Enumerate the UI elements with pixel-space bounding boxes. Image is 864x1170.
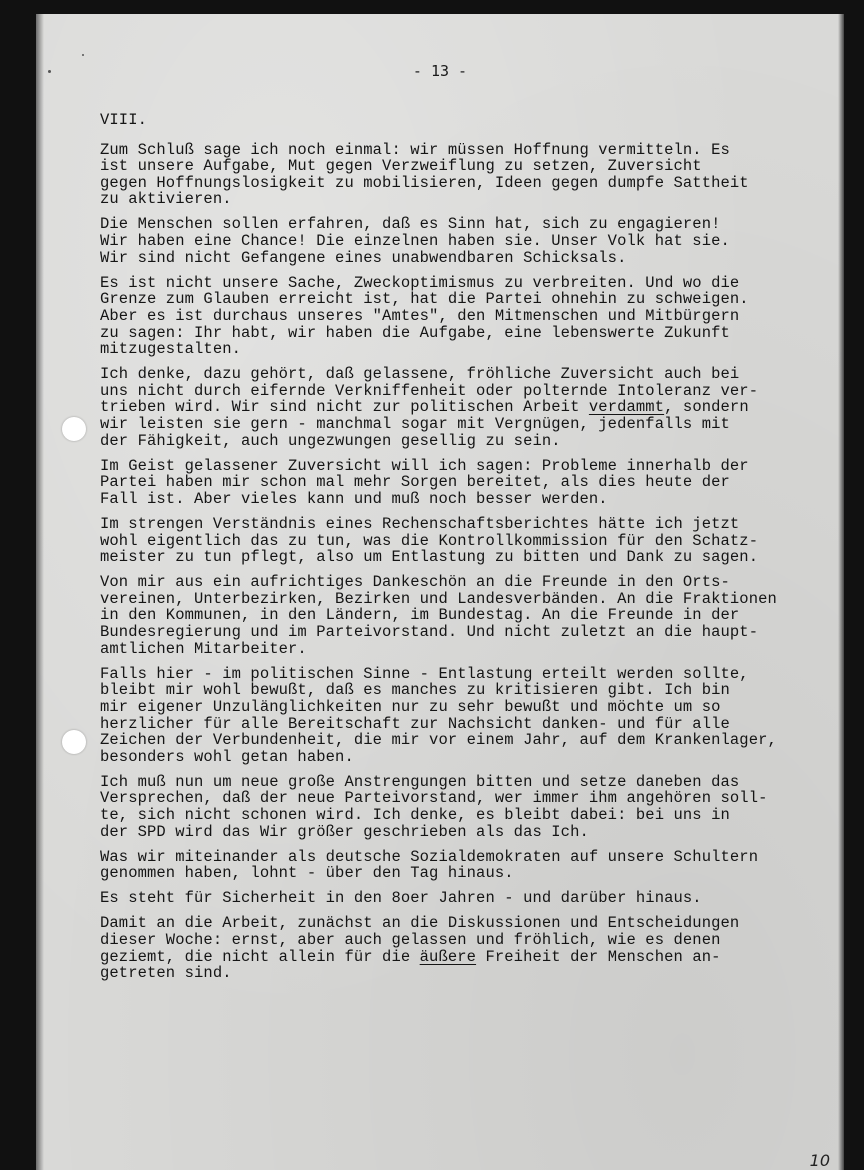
section-heading: VIII. (100, 111, 148, 129)
text-line: zu aktivieren. (100, 190, 232, 209)
text-segment: Freiheit der Menschen an- (476, 947, 721, 966)
text-line: Partei haben mir schon mal mehr Sorgen bereitet, als dies heute der (100, 473, 730, 492)
text-line: Fall ist. Aber vieles kann und muß noch besser werden. (100, 489, 608, 508)
text-line: zu sagen: Ihr habt, wir haben die Aufgabe, eine lebenswerte Zukunft (100, 323, 730, 342)
text-line: Falls hier - im politischen Sinne - Entlastung erteilt werden sollte, (100, 664, 749, 683)
text-line: Es steht für Sicherheit in den 8oer Jahren - und darüber hinaus. (100, 889, 702, 908)
text-line: bleibt mir wohl bewußt, daß es manches zu kritisieren gibt. Ich bin (100, 681, 730, 700)
text-line: Versprechen, daß der neue Parteivorstand, wer immer ihm angehören soll- (100, 789, 768, 808)
text-line: uns nicht durch eifernde Verkniffenheit oder polternde Intoleranz ver- (100, 381, 759, 400)
paragraph-5 (100, 458, 830, 508)
text-line: herzlicher für alle Bereitschaft zur Nachsicht danken- und für alle (100, 714, 730, 733)
paragraph-7 (100, 574, 830, 657)
text-line-with-underline (100, 949, 830, 966)
text-line: Es ist nicht unsere Sache, Zweckoptimismus zu verbreiten. Und wo die (100, 273, 740, 292)
paragraph-9 (100, 774, 830, 840)
paragraph-3 (100, 275, 830, 358)
text-line: amtlichen Mitarbeiter. (100, 639, 307, 658)
document-body (100, 112, 830, 990)
text-line: Ich denke, dazu gehört, daß gelassene, fröhliche Zuversicht auch bei (100, 365, 740, 384)
text-line: der Fähigkeit, auch ungezwungen gesellig zu sein. (100, 431, 561, 450)
text-line: mir eigener Unzulänglichkeiten nur zu sehr bewußt und möchte um so (100, 697, 721, 716)
text-line: gegen Hoffnungslosigkeit zu mobilisieren, Ideen gegen dumpfe Sattheit (100, 173, 749, 192)
text-line: Zeichen der Verbundenheit, die mir vor einem Jahr, auf dem Krankenlager, (100, 731, 777, 750)
text-line: Aber es ist durchaus unseres "Amtes", den Mitmenschen und Mitbürgern (100, 306, 740, 325)
text-line: mitzugestalten. (100, 340, 242, 359)
punch-hole (62, 417, 86, 441)
paragraph-1 (100, 142, 830, 208)
paragraph-10 (100, 849, 830, 882)
text-line: wir leisten sie gern - manchmal sogar mit Vergnügen, jedenfalls mit (100, 415, 730, 433)
document-page (36, 14, 844, 1170)
text-line: Wir haben eine Chance! Die einzelnen haben sie. Unser Volk hat sie. (100, 232, 730, 251)
text-line-with-underline (100, 399, 830, 416)
text-line: Grenze zum Glauben erreicht ist, hat die Partei ohnehin zu schweigen. (100, 290, 749, 309)
text-line: Damit an die Arbeit, zunächst an die Diskussionen und Entscheidungen (100, 914, 740, 933)
text-line: der SPD wird das Wir größer geschrieben als das Ich. (100, 822, 589, 841)
punch-hole (62, 730, 86, 754)
paragraph-11 (100, 890, 830, 907)
paragraph-6 (100, 516, 830, 566)
paragraph-12 (100, 915, 830, 981)
text-line: ist unsere Aufgabe, Mut gegen Verzweiflung zu setzen, Zuversicht (100, 157, 702, 176)
text-line: Ich muß nun um neue große Anstrengungen bitten und setze daneben das (100, 772, 740, 791)
underlined-word: verdammt (588, 398, 665, 417)
page-edge-shadow-left (36, 14, 44, 1170)
page-number: - 13 - (412, 62, 468, 80)
text-line: dieser Woche: ernst, aber auch gelassen und fröhlich, wie es denen (100, 931, 721, 950)
text-segment: trieben wird. Wir sind nicht zur politischen Arbeit (100, 398, 589, 417)
text-line: Was wir miteinander als deutsche Sozialdemokraten auf unsere Schultern (100, 847, 759, 866)
paragraph-2 (100, 216, 830, 266)
page-edge-shadow-right (838, 14, 844, 1170)
text-line: Zum Schluß sage ich noch einmal: wir müssen Hoffnung vermitteln. Es (100, 140, 730, 159)
text-line: in den Kommunen, in den Ländern, im Bundestag. An die Freunde in der (100, 606, 740, 625)
text-line: Bundesregierung und im Parteivorstand. Und nicht zuletzt an die haupt- (100, 623, 759, 642)
scan-speck (82, 54, 84, 56)
underlined-word: äußere (419, 947, 477, 966)
text-line: getreten sind. (100, 964, 232, 983)
paragraph-8 (100, 666, 830, 766)
text-line: Im Geist gelassener Zuversicht will ich sagen: Probleme innerhalb der (100, 456, 749, 475)
text-segment: , sondern (664, 398, 749, 417)
text-line: te, sich nicht schonen wird. Ich denke, es bleibt dabei: bei uns in (100, 805, 730, 824)
text-line: Im strengen Verständnis eines Rechenschaftsberichtes hätte ich jetzt (100, 514, 740, 533)
text-line: wohl eigentlich das zu tun, was die Kontrollkommission für den Schatz- (100, 531, 759, 550)
text-line: besonders wohl getan haben. (100, 747, 354, 766)
handwritten-page-mark: 10 (809, 1151, 830, 1170)
text-line: Wir sind nicht Gefangene eines unabwendbaren Schicksals. (100, 248, 627, 267)
text-line: Von mir aus ein aufrichtiges Dankeschön an die Freunde in den Orts- (100, 573, 730, 592)
paragraph-4 (100, 366, 830, 449)
text-line: meister zu tun pflegt, also um Entlastung zu bitten und Dank zu sagen. (100, 548, 759, 567)
text-line: Die Menschen sollen erfahren, daß es Sinn hat, sich zu engagieren! (100, 215, 721, 234)
text-line: vereinen, Unterbezirken, Bezirken und Landesverbänden. An die Fraktionen (100, 589, 777, 608)
text-segment: geziemt, die nicht allein für die (100, 947, 420, 966)
text-line: genommen haben, lohnt - über den Tag hinaus. (100, 864, 514, 883)
